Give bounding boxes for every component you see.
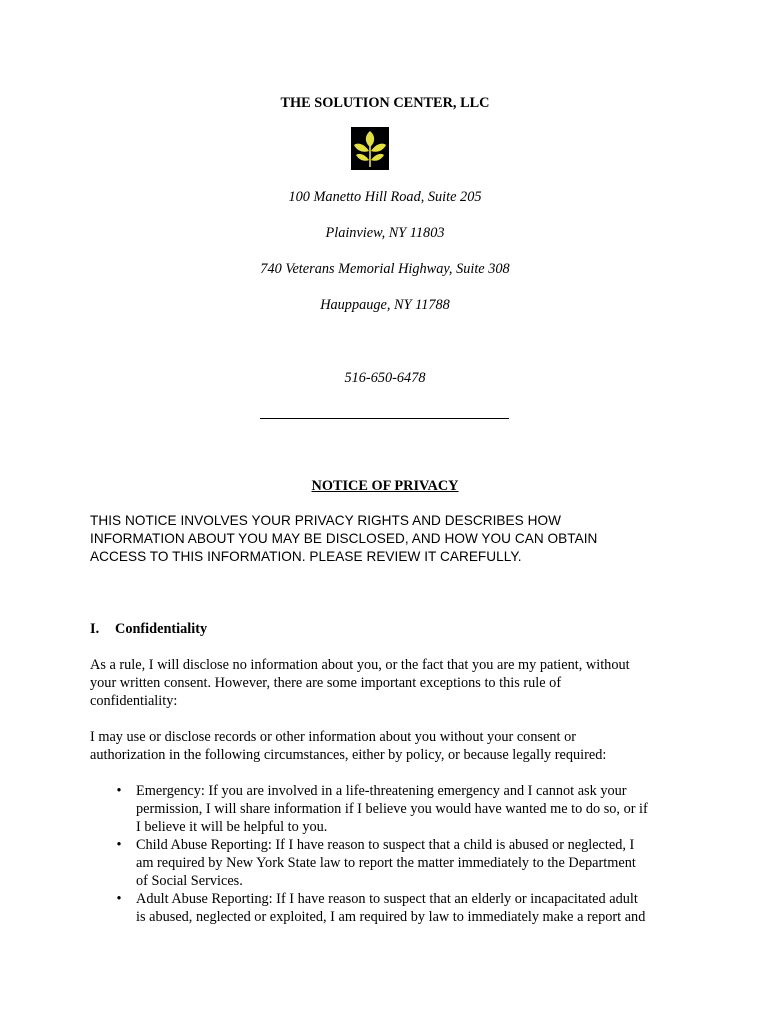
list-item-line: am required by New York State law to report the matter immediately to the Department <box>136 855 636 871</box>
address-line-1: 100 Manetto Hill Road, Suite 205 <box>288 189 482 205</box>
divider-line <box>260 418 509 419</box>
paragraph-line: authorization in the following circumstances, either by policy, or because legally required: <box>90 747 607 763</box>
notice-title: NOTICE OF PRIVACY <box>311 478 459 494</box>
phone-number: 516-650-6478 <box>344 370 426 386</box>
list-item-line: permission, I will share information if I believe you would have wanted me to do so, or if <box>136 801 648 817</box>
bullet-icon: • <box>116 891 122 907</box>
list-item-line: is abused, neglected or exploited, I am required by law to immediately make a report and <box>136 909 646 925</box>
list-item-line: Adult Abuse Reporting: If I have reason to suspect that an elderly or incapacitated adult <box>136 891 638 907</box>
bullet-icon: • <box>116 837 122 853</box>
address-line-2: Plainview, NY 11803 <box>325 225 445 241</box>
list-item-line: I believe it will be helpful to you. <box>136 819 328 835</box>
confidentiality-paragraph <box>90 656 690 710</box>
notice-intro-line: INFORMATION ABOUT YOU MAY BE DISCLOSED, AND HOW YOU CAN OBTAIN <box>90 531 598 546</box>
paragraph-line: confidentiality: <box>90 693 178 709</box>
list-item-emergency <box>90 782 690 836</box>
address-line-3: 740 Veterans Memorial Highway, Suite 308 <box>260 261 510 277</box>
exceptions-list <box>90 782 690 926</box>
notice-intro-line: THIS NOTICE INVOLVES YOUR PRIVACY RIGHTS AND DESCRIBES HOW <box>90 513 561 528</box>
list-item-child-abuse <box>90 836 690 890</box>
list-item-adult-abuse <box>90 890 690 926</box>
list-item-line: Child Abuse Reporting: If I have reason to suspect that a child is abused or neglected, I <box>136 837 635 853</box>
address-line-4: Hauppauge, NY 11788 <box>320 297 450 313</box>
section-number: I. <box>90 621 100 637</box>
notice-intro <box>90 512 690 566</box>
section-heading <box>90 620 690 638</box>
company-name: THE SOLUTION CENTER, LLC <box>280 95 490 111</box>
section-title: Confidentiality <box>115 621 208 637</box>
disclosure-paragraph <box>90 728 690 764</box>
list-item-line: Emergency: If you are involved in a life-threatening emergency and I cannot ask your <box>136 783 627 799</box>
leaf-sprig-icon <box>351 127 389 170</box>
paragraph-line: your written consent. However, there are some important exceptions to this rule of <box>90 675 562 691</box>
notice-intro-line: ACCESS TO THIS INFORMATION. PLEASE REVIEW IT CAREFULLY. <box>90 549 522 564</box>
list-item-line: of Social Services. <box>136 873 243 889</box>
paragraph-line: As a rule, I will disclose no information about you, or the fact that you are my patient, without <box>90 657 630 673</box>
paragraph-line: I may use or disclose records or other information about you without your consent or <box>90 729 576 745</box>
bullet-icon: • <box>116 783 122 799</box>
